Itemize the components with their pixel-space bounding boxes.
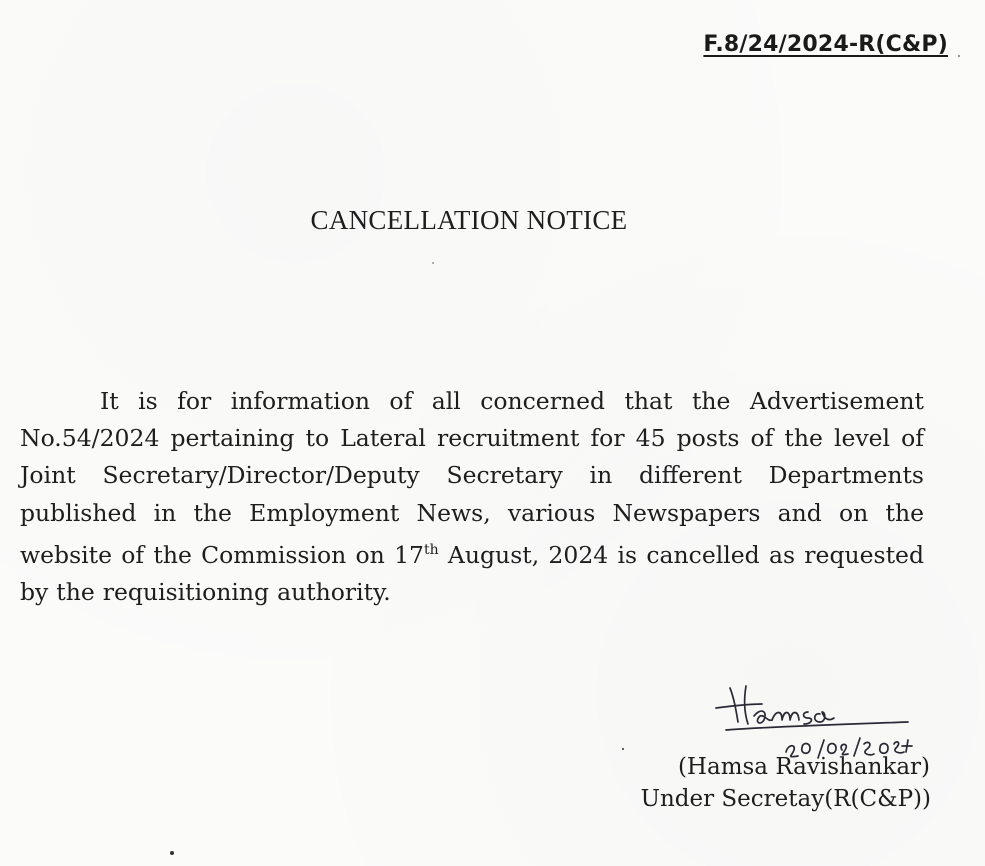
signer-designation: Under Secretay(R(C&P)) (640, 786, 931, 812)
file-reference-number: F.8/24/2024-R(C&P) (703, 32, 948, 57)
paragraph-text-main: It is for information of all concerned that the Advertisement No.54/2024 pertaining to Lateral recruitment for 45 posts of the level of Joint Secretary/Director/Deputy Secretary in different Departments published in the Employment News, various Newspapers and on the website of the Commission on 17 (20, 387, 924, 569)
notice-body (20, 383, 924, 611)
signer-name: (Hamsa Ravishankar) (677, 754, 930, 780)
notice-title: CANCELLATION NOTICE (310, 205, 628, 235)
scan-speck (622, 748, 624, 750)
scan-speck (170, 851, 174, 855)
notice-paragraph (20, 383, 924, 611)
scan-speck (432, 262, 434, 264)
paragraph-text-tail: August, 2024 is cancelled as requested by the requisitioning authority. (20, 540, 924, 606)
handwritten-signature (702, 678, 932, 766)
date-ordinal-suffix: th (423, 541, 439, 558)
scan-speck (958, 55, 960, 57)
